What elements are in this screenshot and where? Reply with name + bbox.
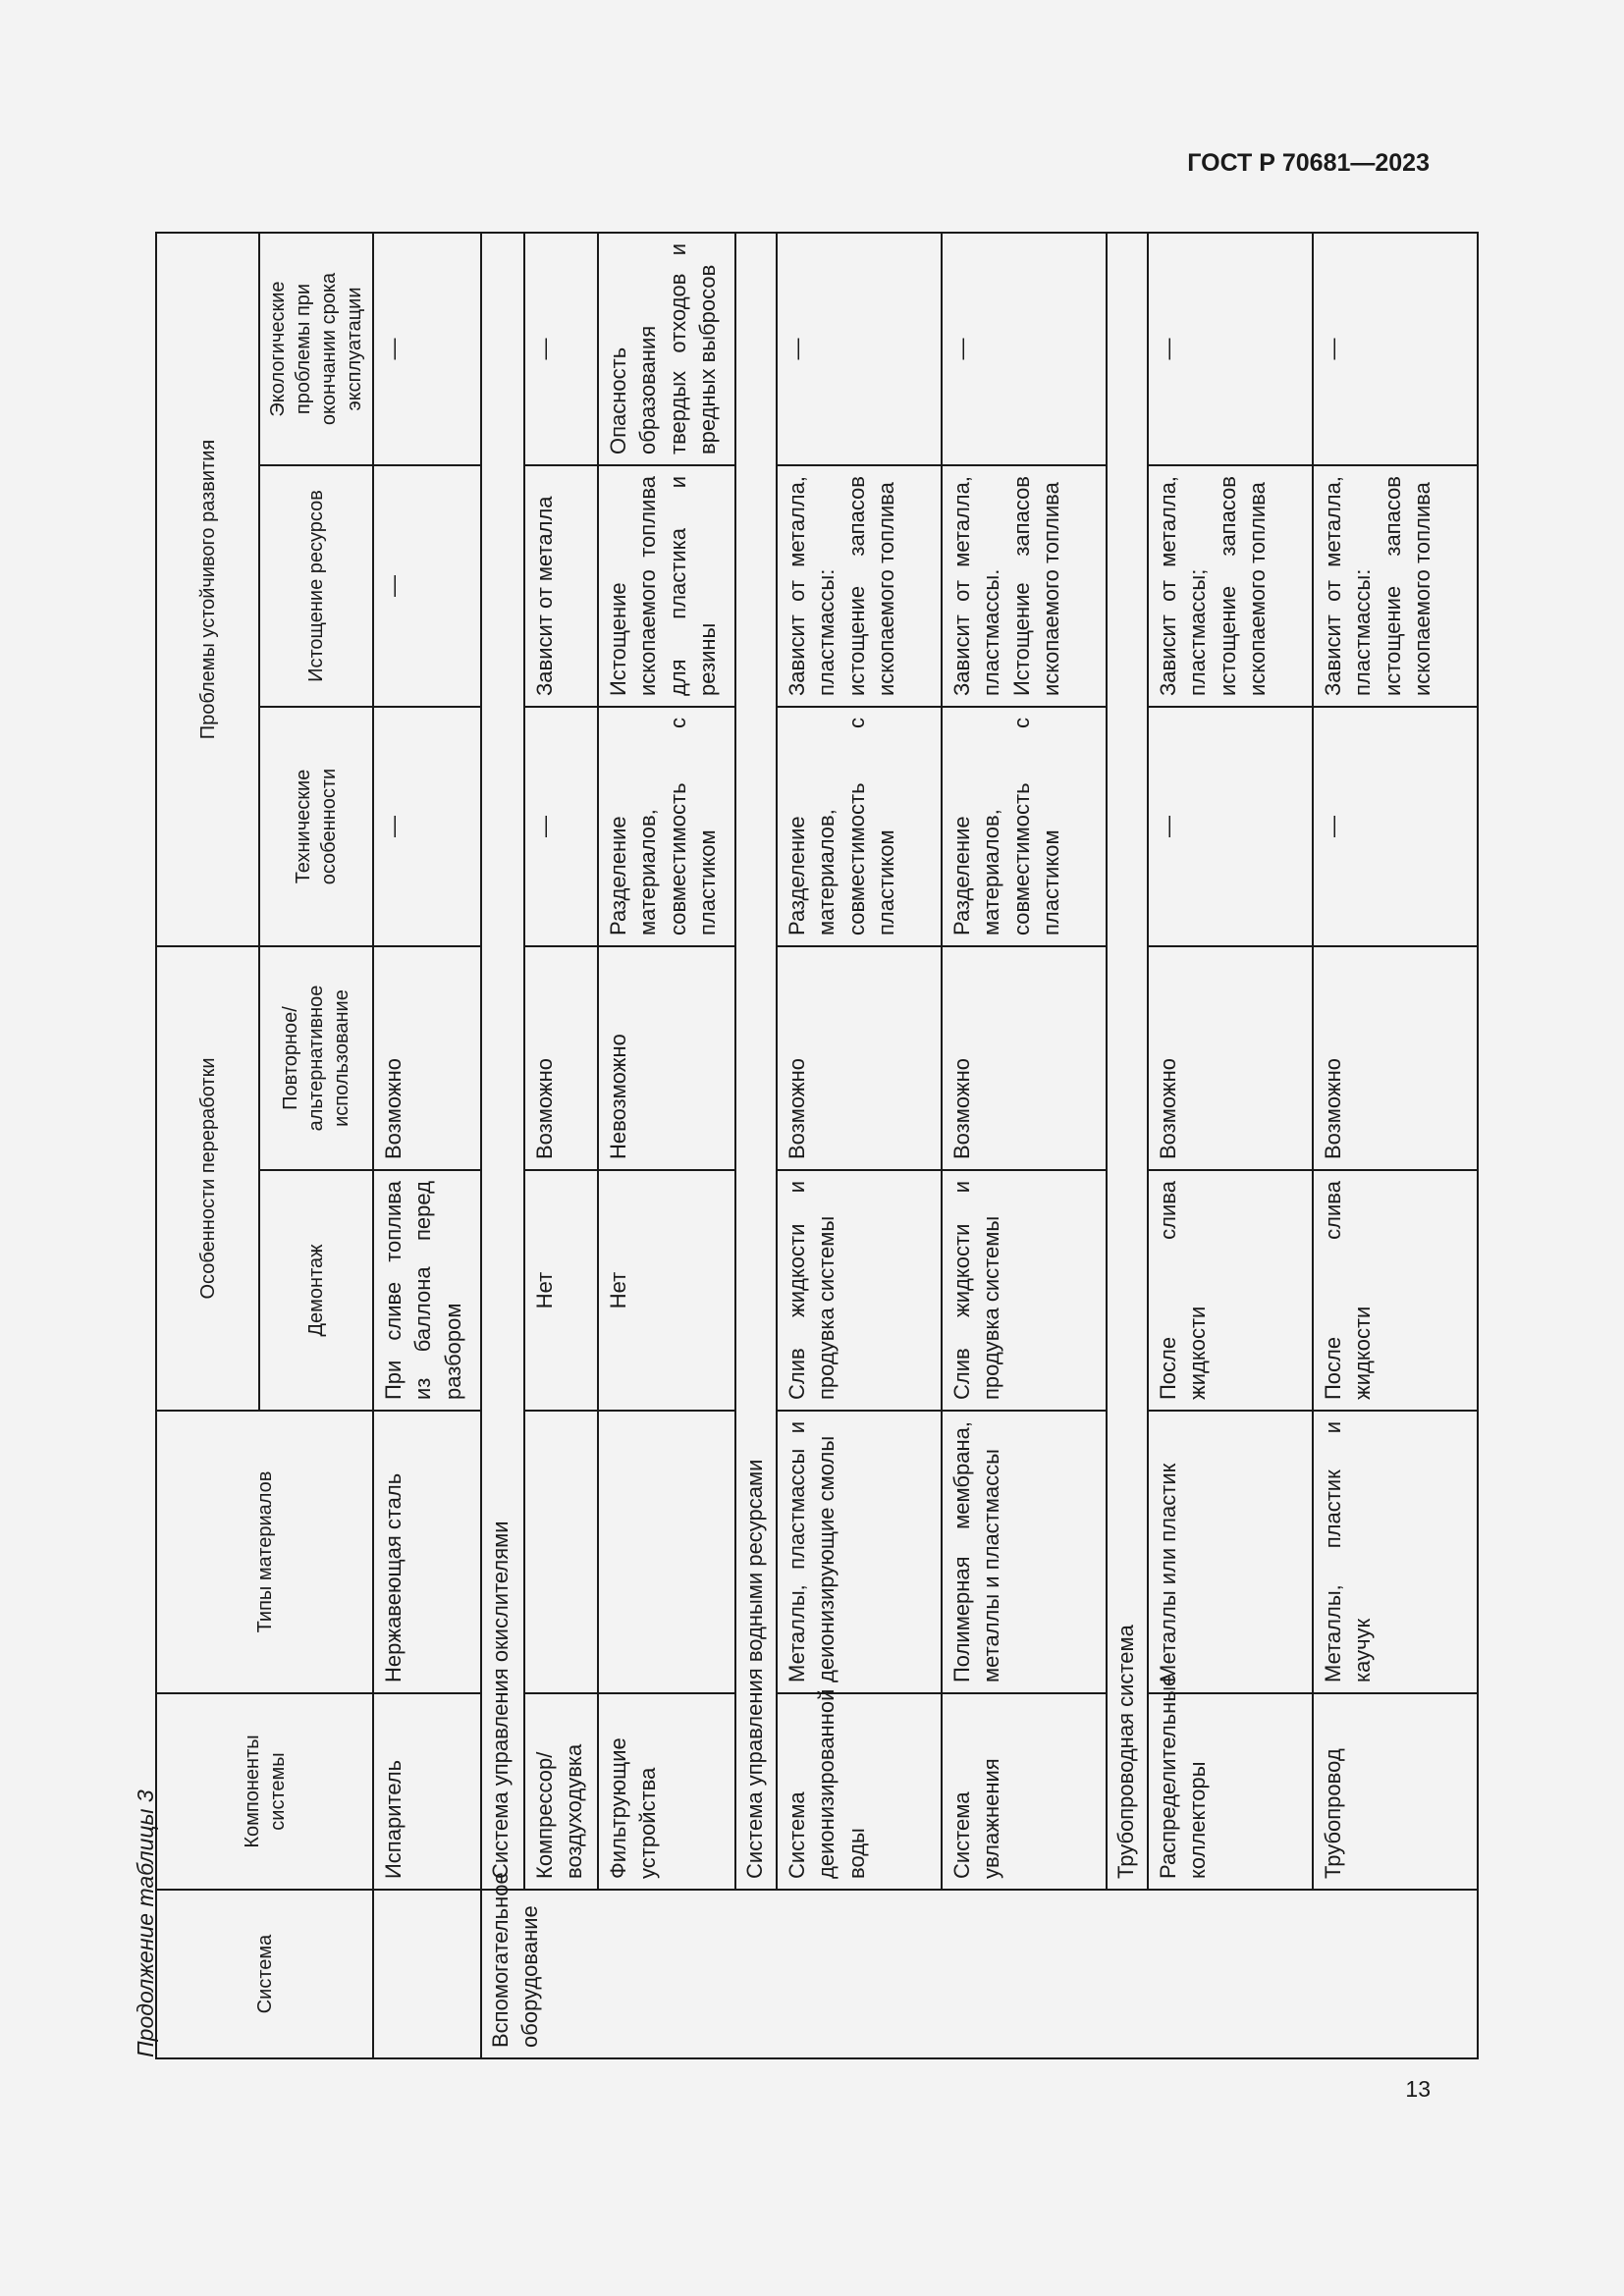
cell-technical: —	[1313, 707, 1478, 946]
cell-technical: —	[524, 707, 598, 946]
cell-depletion: Зависит от металла	[524, 465, 598, 707]
table-caption: Продолжение таблицы 3	[133, 1789, 158, 2057]
cell-materials: Металлы, пластмассы и деионизирующие смолы	[777, 1411, 942, 1693]
cell-materials: Нержавеющая сталь	[373, 1411, 481, 1693]
header-sustainability: Проблемы устойчивого развития	[156, 233, 259, 946]
cell-depletion: Зависит от металла, пластмассы: истощение запасов ископаемого топлива	[1313, 465, 1478, 707]
cell-component: Система деионизированной воды	[777, 1693, 942, 1890]
cell-dismantling: После слива жидкости	[1313, 1170, 1478, 1411]
cell-ecology: —	[524, 233, 598, 465]
cell-reuse: Возможно	[942, 946, 1107, 1170]
cell-system	[373, 1890, 481, 2058]
header-row-1	[156, 233, 259, 2058]
cell-materials: Металлы, пластик и каучук	[1313, 1411, 1478, 1693]
rotated-table-container	[155, 234, 1435, 2059]
cell-technical: —	[373, 707, 481, 946]
sustainability-table	[155, 232, 1479, 2059]
cell-dismantling: Слив жидкости и продувка системы	[942, 1170, 1107, 1411]
cell-depletion: Истощение ископаемого топлива для пластика и резины	[598, 465, 735, 707]
cell-component: Компрессор/ воздуходувка	[524, 1693, 598, 1890]
header-components: Компоненты системы	[156, 1693, 373, 1890]
section-row	[735, 233, 777, 2058]
cell-depletion: —	[373, 465, 481, 707]
cell-dismantling: При сливе топлива из баллона перед разбором	[373, 1170, 481, 1411]
cell-technical: Разделение материалов, совместимость с пластиком	[942, 707, 1107, 946]
cell-dismantling: Нет	[524, 1170, 598, 1411]
cell-reuse: Возможно	[777, 946, 942, 1170]
header-dismantling: Демонтаж	[259, 1170, 373, 1411]
cell-ecology: —	[777, 233, 942, 465]
cell-component: Испаритель	[373, 1693, 481, 1890]
cell-materials	[598, 1411, 735, 1693]
header-reuse: Повторное/ альтернативное использование	[259, 946, 373, 1170]
header-system: Система	[156, 1890, 373, 2058]
table-row	[1148, 233, 1313, 2058]
section-title: Система управления водными ресурсами	[735, 233, 777, 1890]
table-row	[942, 233, 1107, 2058]
cell-technical: Разделение материалов, совместимость с пластиком	[598, 707, 735, 946]
header-technical: Технические особенности	[259, 707, 373, 946]
cell-ecology: —	[942, 233, 1107, 465]
cell-technical: Разделение материалов, совместимость с пластиком	[777, 707, 942, 946]
cell-reuse: Возможно	[1148, 946, 1313, 1170]
section-row	[1107, 233, 1148, 2058]
cell-ecology: —	[1148, 233, 1313, 465]
table-row	[598, 233, 735, 2058]
cell-component: Распределительные коллекторы	[1148, 1693, 1313, 1890]
table-row	[373, 233, 481, 2058]
section-row	[481, 233, 524, 2058]
table-row	[524, 233, 598, 2058]
cell-technical: —	[1148, 707, 1313, 946]
cell-dismantling: После слива жидкости	[1148, 1170, 1313, 1411]
cell-depletion: Зависит от металла, пластмассы: истощение запасов ископаемого топлива	[777, 465, 942, 707]
header-depletion: Истощение ресурсов	[259, 465, 373, 707]
document-code: ГОСТ Р 70681—2023	[1187, 149, 1430, 177]
cell-materials: Полимерная мембрана, металлы и пластмассы	[942, 1411, 1107, 1693]
cell-reuse: Возможно	[373, 946, 481, 1170]
cell-ecology: —	[1313, 233, 1478, 465]
header-materials: Типы материалов	[156, 1411, 373, 1693]
section-title: Трубопроводная система	[1107, 233, 1148, 1890]
page-number: 13	[1405, 2076, 1431, 2102]
cell-reuse: Возможно	[1313, 946, 1478, 1170]
table-row	[1313, 233, 1478, 2058]
cell-reuse: Невозможно	[598, 946, 735, 1170]
cell-ecology: —	[373, 233, 481, 465]
cell-component: Фильтрующие устройства	[598, 1693, 735, 1890]
cell-system-auxiliary: Вспомогательное оборудование	[481, 1890, 1478, 2058]
cell-component: Система увлажнения	[942, 1693, 1107, 1890]
cell-materials: Металлы или пластик	[1148, 1411, 1313, 1693]
header-ecology: Экологические проблемы при окончании срока эксплуатации	[259, 233, 373, 465]
table-row	[777, 233, 942, 2058]
cell-materials	[524, 1411, 598, 1693]
cell-reuse: Возможно	[524, 946, 598, 1170]
cell-component: Трубопровод	[1313, 1693, 1478, 1890]
cell-depletion: Зависит от металла, пластмассы; истощение запасов ископаемого топлива	[1148, 465, 1313, 707]
cell-dismantling: Слив жидкости и продувка системы	[777, 1170, 942, 1411]
cell-ecology: Опасность образования твердых отходов и вредных выбросов	[598, 233, 735, 465]
section-title: Система управления окислителями	[481, 233, 524, 1890]
header-processing: Особенности переработки	[156, 946, 259, 1411]
cell-depletion: Зависит от металла, пластмассы. Истощение запасов ископаемого топлива	[942, 465, 1107, 707]
cell-dismantling: Нет	[598, 1170, 735, 1411]
